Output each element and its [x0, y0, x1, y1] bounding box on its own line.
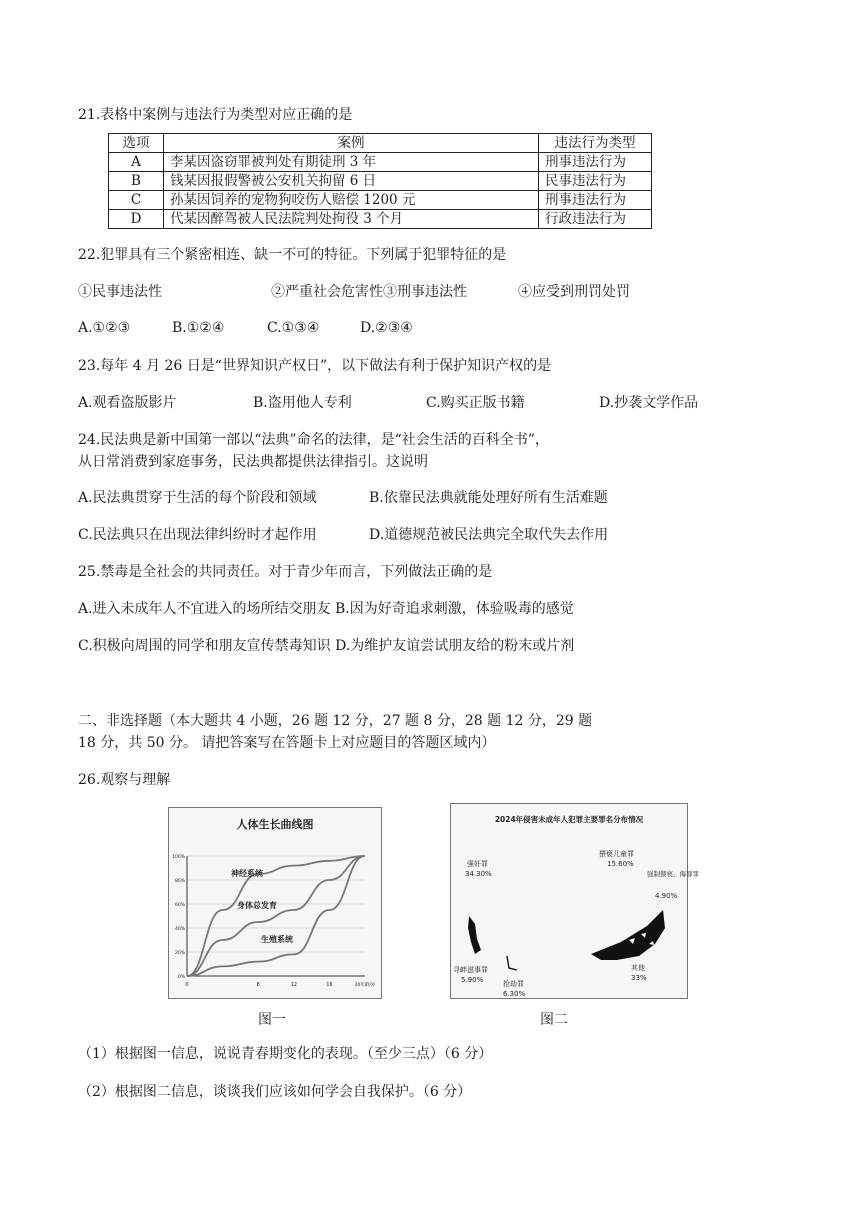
table-cell: 李某因盗窃罪被判处有期徒刑 3 年 [164, 153, 539, 172]
label-robbery: 抢劫罪 [503, 980, 524, 988]
table-cell: 孙某因饲养的宠物狗咬伤人赔偿 1200 元 [164, 191, 539, 210]
label-forced-indecency: 强制猥亵、侮辱罪 [647, 870, 699, 878]
label-other: 其他 [631, 964, 645, 972]
table-cell: 刑事违法行为 [539, 153, 652, 172]
q23-option-a: A.观看盗版影片 [78, 395, 177, 411]
q23-option-c: C.购买正版书籍 [426, 395, 525, 411]
value-provocation: 5.90% [461, 976, 484, 984]
q24-option-c: C.民法典只在出现法律纠纷时才起作用 [78, 527, 317, 543]
label-provocation: 寻衅滋事罪 [453, 966, 488, 974]
table-row [109, 172, 652, 191]
section2-heading-line1: 二、非选择题（本大题共 4 小题，26 题 12 分，27 题 8 分，28 题 12 分，29 题 [78, 713, 593, 729]
value-child-molestation: 15.60% [607, 860, 634, 868]
label-rape: 强奸罪 [467, 860, 488, 868]
table-cell: 民事违法行为 [539, 172, 652, 191]
q21-table [108, 133, 652, 229]
series-label-reproductive: 生殖系统 [261, 935, 293, 944]
slice-fragment-other [591, 910, 665, 960]
label-child-molestation: 猥亵儿童罪 [599, 850, 634, 858]
y-tick-label: 60% [174, 903, 185, 908]
x-tick-label: 20年龄/岁 [354, 983, 376, 988]
figure-1-caption: 图一 [258, 1012, 286, 1028]
table-cell: C [109, 191, 164, 210]
q24-stem-line1: 24.民法典是新中国第一部以“法典”命名的法律，是“社会生活的百科全书”， [78, 432, 549, 448]
table-cell: 刑事违法行为 [539, 191, 652, 210]
x-tick-label: 8 [256, 982, 260, 988]
y-tick-label: 20% [174, 951, 185, 956]
table-header: 违法行为类型 [539, 134, 652, 153]
q26-stem: 26.观察与理解 [78, 772, 171, 788]
x-axis-ticks [185, 981, 375, 988]
figure-2-crime-distribution [450, 803, 699, 999]
chart-title: 2024年侵害未成年人犯罪主要罪名分布情况 [494, 815, 644, 824]
q22-option-d: D.②③④ [360, 320, 413, 336]
y-tick-label: 0% [177, 975, 185, 980]
y-tick-label: 80% [174, 879, 185, 884]
slice-fragment-rape [468, 916, 481, 954]
q22-item: ①民事违法性 [78, 284, 162, 300]
q22-item: ④应受到刑罚处罚 [518, 284, 630, 300]
value-forced-indecency: 4.90% [655, 892, 678, 900]
x-tick-label: 12 [290, 982, 297, 988]
series-label-neural: 神经系统 [231, 869, 263, 878]
section2-heading-line2: 18 分，共 50 分。 请把答案写在答题卡上对应题目的答题区域内） [78, 735, 496, 751]
table-header-row [109, 134, 652, 153]
q22-option-c: C.①③④ [267, 320, 320, 336]
q24-option-d: D.道德规范被民法典完全取代失去作用 [369, 527, 609, 543]
value-other: 33% [631, 974, 647, 982]
q24-option-a: A.民法典贯穿于生活的每个阶段和领域 [78, 490, 317, 506]
value-robbery: 6.30% [503, 990, 526, 998]
table-cell: 钱某因报假警被公安机关拘留 6 日 [164, 172, 539, 191]
table-cell: A [109, 153, 164, 172]
table-row [109, 210, 652, 229]
q22-stem: 22.犯罪具有三个紧密相连、缺一不可的特征。下列属于犯罪特征的是 [78, 247, 507, 263]
table-cell: 代某因醉驾被人民法院判处拘役 3 个月 [164, 210, 539, 229]
chart-title: 人体生长曲线图 [236, 818, 314, 831]
q26-sub2: （2）根据图二信息，谈谈我们应该如何学会自我保护。（6 分） [78, 1084, 472, 1100]
q22-item: ②严重社会危害性③刑事违法性 [271, 284, 467, 300]
y-tick-label: 100% [172, 855, 185, 860]
series-label-body: 身体总发育 [237, 901, 277, 910]
q22-option-b: B.①②④ [172, 320, 225, 336]
table-header: 案例 [164, 134, 539, 153]
table-cell: D [109, 210, 164, 229]
q26-sub1: （1）根据图一信息，说说青春期变化的表现。（至少三点）（6 分） [78, 1046, 493, 1062]
table-cell: 行政违法行为 [539, 210, 652, 229]
q23-option-b: B.盗用他人专利 [253, 395, 352, 411]
q25-options-line2: C.积极向周围的同学和朋友宣传禁毒知识 D.为维护友谊尝试朋友给的粉末或片剂 [78, 638, 575, 654]
table-row [109, 153, 652, 172]
x-tick-label: 16 [326, 982, 333, 988]
table-cell: B [109, 172, 164, 191]
q24-option-b: B.依靠民法典就能处理好所有生活难题 [369, 490, 608, 506]
figure-2-caption: 图二 [540, 1012, 568, 1028]
chart-series [187, 856, 365, 976]
value-rape: 34.30% [465, 870, 492, 878]
q22-option-a: A.①②③ [78, 320, 131, 336]
growth-chart-svg [169, 808, 381, 998]
table-row [109, 191, 652, 210]
slice-fragment-robbery [507, 956, 517, 970]
q23-stem: 23.每年 4 月 26 日是“世界知识产权日”，以下做法有利于保护知识产权的是 [78, 358, 552, 374]
q23-option-d: D.抄袭文学作品 [599, 395, 699, 411]
y-tick-label: 40% [174, 927, 185, 932]
crime-chart-svg [451, 804, 699, 998]
figure-1-growth-chart [168, 807, 382, 999]
table-header: 选项 [109, 134, 164, 153]
y-axis-ticks [172, 854, 186, 980]
q25-options-line1: A.进入未成年人不宜进入的场所结交朋友 B.因为好奇追求刺激，体验吸毒的感觉 [78, 601, 574, 617]
q24-stem-line2: 从日常消费到家庭事务，民法典都提供法律指引。这说明 [78, 454, 428, 470]
x-tick-label: 0 [185, 982, 189, 988]
q25-stem: 25.禁毒是全社会的共同责任。对于青少年而言，下列做法正确的是 [78, 564, 493, 580]
q21-stem: 21.表格中案例与违法行为类型对应正确的是 [78, 107, 353, 123]
